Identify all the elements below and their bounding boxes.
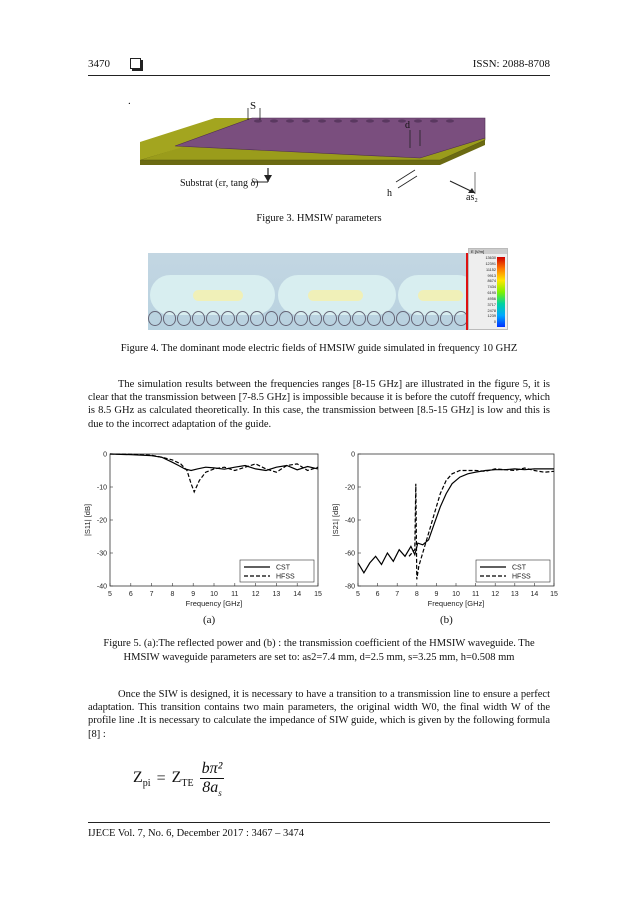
legend-value: 3717 <box>487 302 496 307</box>
y-tick-label: 0 <box>103 451 107 459</box>
label-h: h <box>387 188 392 199</box>
x-tick-label: 13 <box>272 591 281 598</box>
paragraph-1 <box>88 378 550 431</box>
x-tick-label: 10 <box>210 591 218 598</box>
x-tick-label: 14 <box>530 591 539 598</box>
label-substrate: Substrat (εr, tang δ) <box>180 178 259 189</box>
chart-s11 <box>78 446 328 616</box>
legend-value: 12391 <box>485 261 496 266</box>
legend-value: 13630 <box>485 256 496 260</box>
formula-denominator: 8a <box>202 779 219 796</box>
legend-value: 2478 <box>487 308 496 313</box>
legend-value: 7434 <box>487 285 496 290</box>
formula-lhs: Z <box>133 769 143 786</box>
legend-value: 1239 <box>487 314 496 319</box>
x-tick-label: 6 <box>375 591 380 598</box>
x-tick-label: 9 <box>191 591 196 598</box>
x-axis-label: Frequency [GHz] <box>185 599 243 608</box>
y-tick-label: -40 <box>344 517 355 525</box>
footer-rule <box>88 822 550 823</box>
formula-equals: = <box>156 770 166 788</box>
legend-value: 9913 <box>487 273 496 278</box>
formula-numerator: bπ² <box>201 760 223 777</box>
paragraph-2-text: Once the SIW is designed, it is necessary to have a transition to a transmission line to ensure a perfect adaptation. This transition contains two main parameters, the original width W0, the final width W of the profile line .It is necessary to calculate the impedance of SIW guide, which is given by the following formula [8] : <box>88 689 550 740</box>
y-tick-label: -80 <box>344 583 355 591</box>
x-tick-label: 10 <box>452 591 460 598</box>
x-tick-label: 13 <box>510 591 519 598</box>
x-tick-label: 5 <box>108 591 112 598</box>
impedance-formula <box>133 760 224 798</box>
figure5-label-a: (a) <box>203 614 216 626</box>
x-tick-label: 8 <box>414 591 419 598</box>
legend-entry: HFSS <box>276 573 295 581</box>
legend-value: 11152 <box>486 267 496 272</box>
x-tick-label: 7 <box>395 591 400 598</box>
x-tick-label: 11 <box>471 591 480 598</box>
legend-entry: HFSS <box>512 573 531 581</box>
x-tick-label: 11 <box>231 591 239 598</box>
legend-colorbar <box>497 257 505 327</box>
x-tick-label: 7 <box>149 591 154 598</box>
header-rule <box>88 75 550 76</box>
paragraph-2 <box>88 688 550 741</box>
y-tick-label: 0 <box>351 451 355 459</box>
y-axis-label: |S11| [dB] <box>83 503 92 537</box>
figure5-label-b: (b) <box>440 614 453 626</box>
formula-lhs-sub: pi <box>142 778 151 790</box>
x-tick-label: 15 <box>314 591 322 598</box>
legend-entry: CST <box>276 564 290 572</box>
figure3-caption: Figure 3. HMSIW parameters <box>256 213 382 224</box>
y-axis-label: |S21| [dB] <box>331 503 340 537</box>
formula-rhs: Z <box>171 769 182 786</box>
y-tick-label: -60 <box>344 550 355 558</box>
y-tick-label: -20 <box>344 484 355 492</box>
formula-fraction <box>200 760 225 798</box>
square-bullet-icon <box>130 58 141 69</box>
y-tick-label: -30 <box>96 550 107 558</box>
x-tick-label: 15 <box>550 591 558 598</box>
y-tick-label: -40 <box>96 583 107 591</box>
legend-value: 6195 <box>487 291 496 296</box>
stray-dot: . <box>128 95 131 107</box>
x-tick-label: 6 <box>128 591 133 598</box>
figure5-caption-line2: HMSIW waveguide parameters are set to: as2=7.4 mm, d=2.5 mm, s=3.25 mm, h=0.508 mm <box>123 652 515 663</box>
legend-title: E [V/m] <box>469 249 507 254</box>
issn: ISSN: 2088-8708 <box>472 58 550 70</box>
legend-value: 0 <box>493 320 496 325</box>
y-tick-label: -10 <box>96 484 107 492</box>
page-number: 3470 <box>88 58 110 70</box>
x-tick-label: 14 <box>293 591 302 598</box>
formula-rhs-sub: TE <box>181 778 194 790</box>
x-tick-label: 9 <box>434 591 439 598</box>
hmsiw-3d-figure <box>140 98 500 208</box>
footer-text: IJECE Vol. 7, No. 6, December 2017 : 3467 – 3474 <box>88 828 305 839</box>
label-as2: as₂ <box>466 192 478 203</box>
legend-value: 4956 <box>487 296 496 301</box>
via-circles <box>148 311 468 328</box>
x-tick-label: 12 <box>251 591 260 598</box>
figure5-caption-line1: Figure 5. (a):The reflected power and (b) : the transmission coefficient of the HMSIW waveguide. The <box>103 638 535 649</box>
legend-entry: CST <box>512 564 526 572</box>
legend-value: 8674 <box>487 279 496 284</box>
chart-s21 <box>328 446 568 616</box>
paragraph-1-text: The simulation results between the frequencies ranges [8-15 GHz] are illustrated in the figure 5, it is clear that the transmission between [7-8.5 GHz] is impossible because it is before the cutoff frequency, which is 8.5 GHz as calculated theoretically. In this case, the transmission between [8.5-15 GHz] is low and this is due to the incorrect adaptation of the guide. <box>88 379 550 430</box>
y-tick-label: -20 <box>96 517 107 525</box>
label-s: S <box>250 100 257 112</box>
field-plot <box>148 253 468 330</box>
x-tick-label: 12 <box>491 591 500 598</box>
x-tick-label: 5 <box>356 591 360 598</box>
legend-values <box>470 256 496 326</box>
label-d: d <box>405 120 410 131</box>
figure4-caption: Figure 4. The dominant mode electric fields of HMSIW guide simulated in frequency 10 GHZ <box>120 343 518 354</box>
x-axis-label: Frequency [GHz] <box>427 599 485 608</box>
formula-den-sub: s <box>218 788 222 799</box>
x-tick-label: 8 <box>170 591 175 598</box>
field-legend <box>468 248 508 330</box>
